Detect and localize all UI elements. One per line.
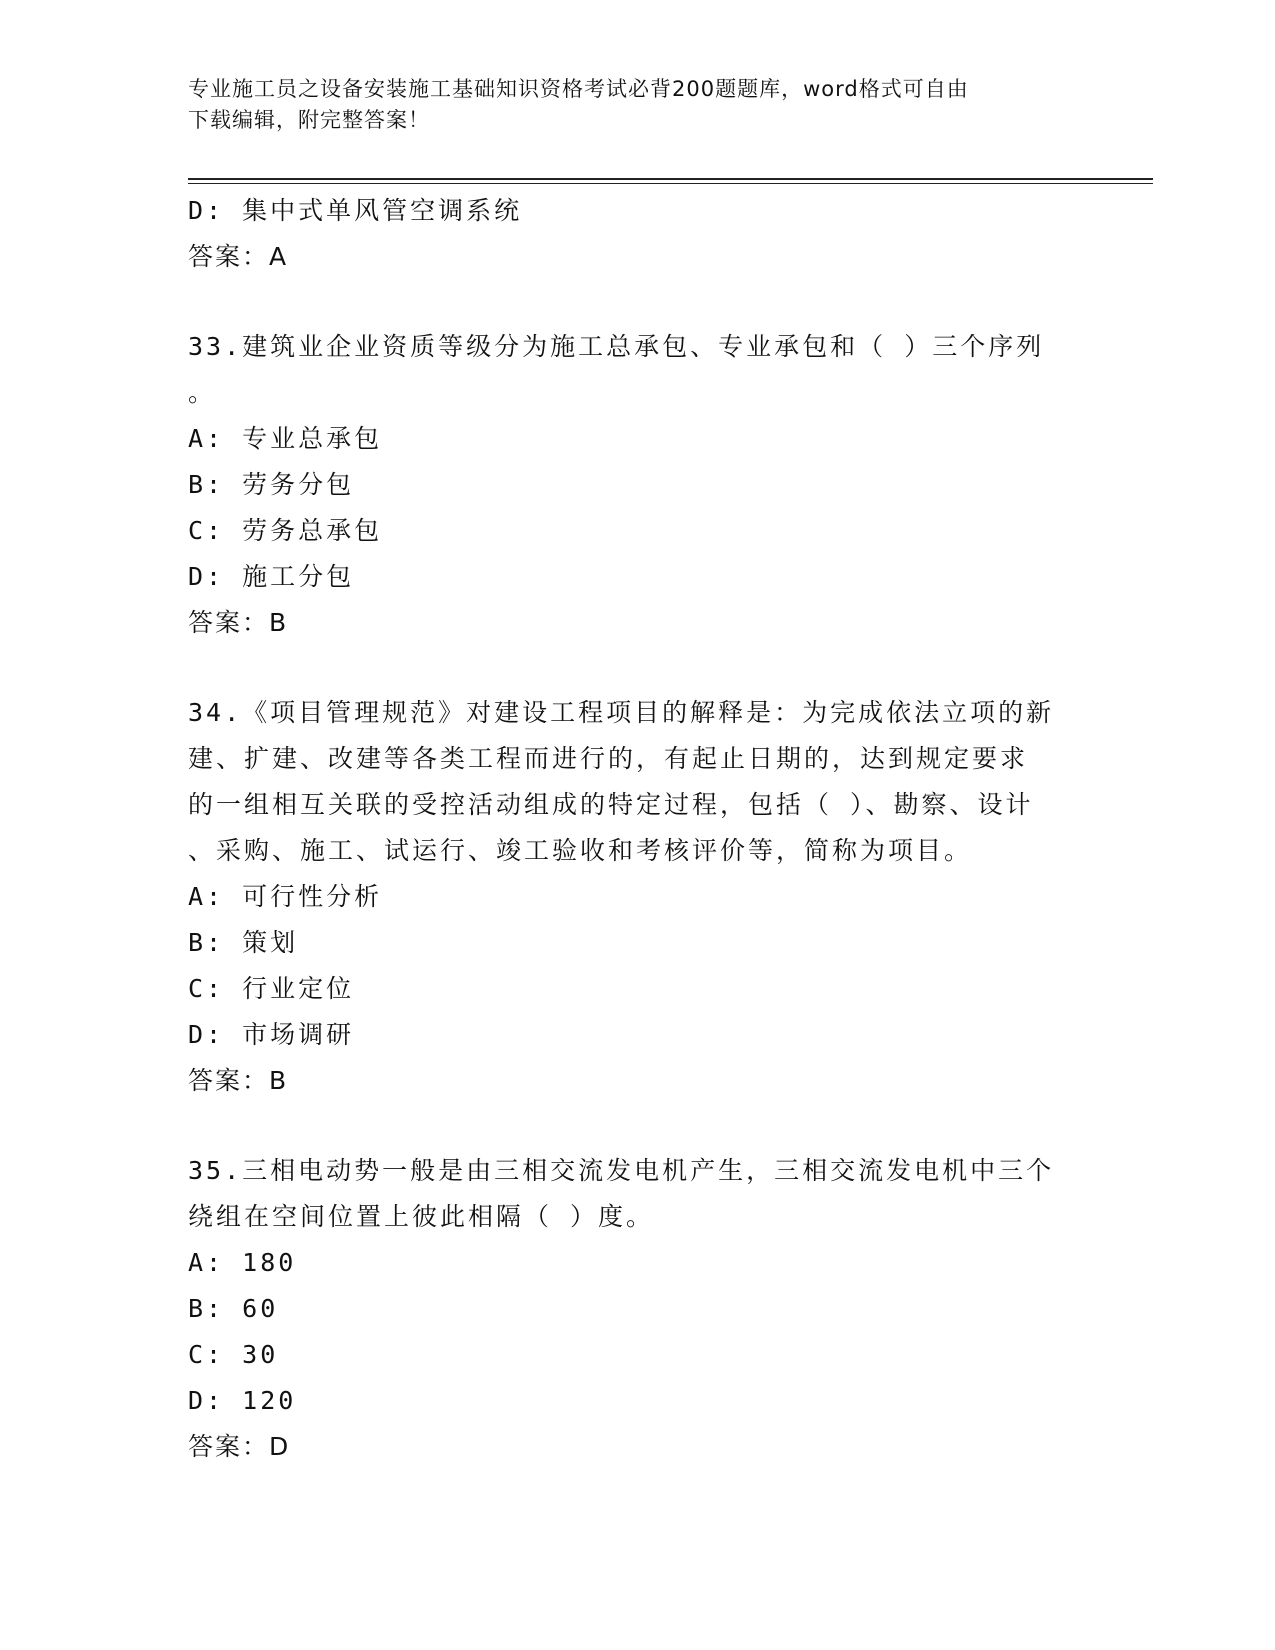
- header-divider-thick: [188, 178, 1153, 180]
- option-d: D: 120: [188, 1386, 297, 1415]
- option-a: A: 专业总承包: [188, 424, 383, 453]
- document-header: [188, 74, 1088, 136]
- header-divider-thin: [188, 183, 1153, 184]
- question-35: [188, 1148, 1088, 1470]
- option-d: D: 集中式单风管空调系统: [188, 196, 523, 225]
- question-text-line: 的一组相互关联的受控活动组成的特定过程，包括（ ）、勘察、设计: [188, 790, 1034, 819]
- option-b: B: 60: [188, 1294, 279, 1323]
- option-b: B: 劳务分包: [188, 470, 355, 499]
- question-text-line: 34.《项目管理规范》对建设工程项目的解释是：为完成依法立项的新: [188, 698, 1055, 727]
- question-text-line: 。: [188, 378, 217, 407]
- option-d: D: 施工分包: [188, 562, 355, 591]
- header-line-1: 专业施工员之设备安装施工基础知识资格考试必背200题题库，word格式可自由: [188, 77, 969, 101]
- answer-line: 答案：D: [188, 1432, 291, 1461]
- question-text-line: 建、扩建、改建等各类工程而进行的，有起止日期的，达到规定要求: [188, 744, 1029, 773]
- option-d: D: 市场调研: [188, 1020, 355, 1049]
- question-text-line: 33.建筑业企业资质等级分为施工总承包、专业承包和（ ）三个序列: [188, 332, 1045, 361]
- option-a: A: 180: [188, 1248, 297, 1277]
- option-c: C: 劳务总承包: [188, 516, 383, 545]
- question-33: [188, 324, 1088, 646]
- option-a: A: 可行性分析: [188, 882, 383, 911]
- question-text-line: 、采购、施工、试运行、竣工验收和考核评价等，简称为项目。: [188, 836, 973, 865]
- prev-question-tail: [188, 188, 1088, 280]
- header-line-2: 下载编辑，附完整答案！: [188, 108, 430, 132]
- document-body: [188, 188, 1088, 1470]
- option-c: C: 行业定位: [188, 974, 355, 1003]
- answer-line: 答案：A: [188, 242, 289, 271]
- answer-line: 答案：B: [188, 1066, 289, 1095]
- option-c: C: 30: [188, 1340, 279, 1369]
- question-text-line: 绕组在空间位置上彼此相隔（ ）度。: [188, 1202, 655, 1231]
- option-b: B: 策划: [188, 928, 299, 957]
- question-text-line: 35.三相电动势一般是由三相交流发电机产生，三相交流发电机中三个: [188, 1156, 1055, 1185]
- answer-line: 答案：B: [188, 608, 289, 637]
- question-34: [188, 690, 1088, 1104]
